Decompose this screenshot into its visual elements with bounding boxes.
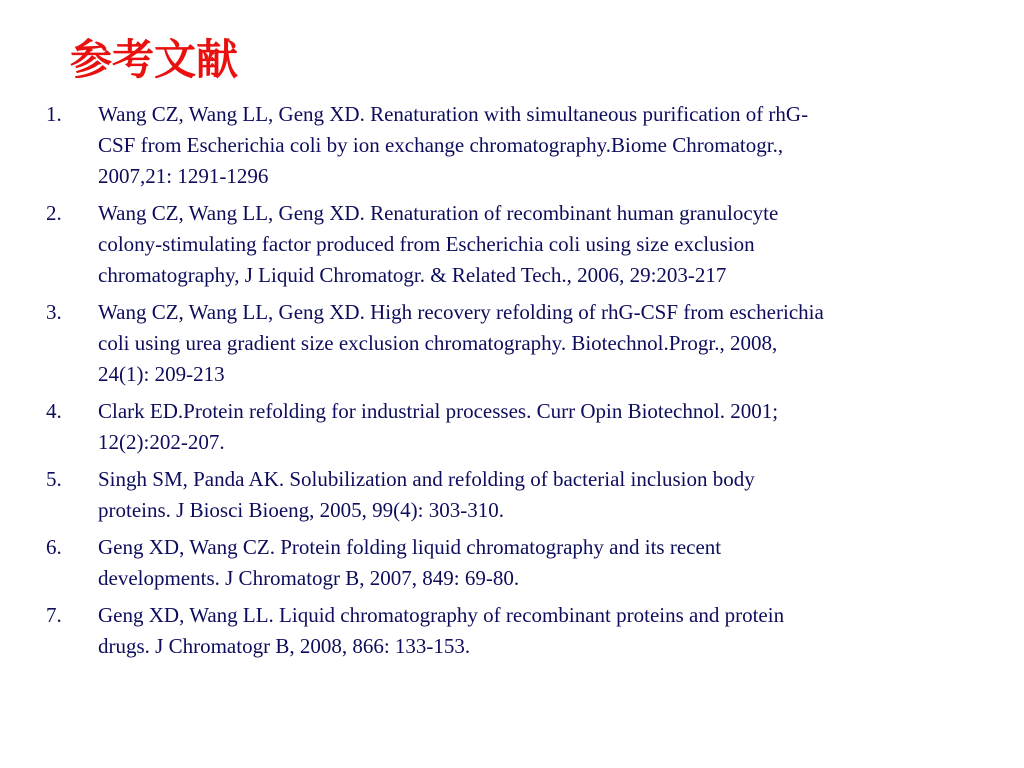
- reference-line: CSF from Escherichia coli by ion exchange chromatography.Biome Chromatogr.,: [98, 133, 784, 157]
- page-title: 参考文献: [70, 35, 239, 84]
- reference-number: 2.: [46, 201, 62, 225]
- reference-item: [46, 297, 996, 390]
- reference-item: [46, 198, 996, 291]
- reference-number: 6.: [46, 535, 62, 559]
- reference-number: 4.: [46, 399, 62, 423]
- reference-text: [98, 464, 996, 526]
- reference-line: Wang CZ, Wang LL, Geng XD. Renaturation with simultaneous purification of rhG-: [98, 102, 809, 126]
- reference-line: Wang CZ, Wang LL, Geng XD. Renaturation of recombinant human granulocyte: [98, 201, 779, 225]
- reference-line: 24(1): 209-213: [98, 362, 225, 386]
- reference-number: 5.: [46, 467, 62, 491]
- reference-line: Wang CZ, Wang LL, Geng XD. High recovery refolding of rhG-CSF from escherichia: [98, 300, 824, 324]
- reference-line: colony-stimulating factor produced from Escherichia coli using size exclusion: [98, 232, 755, 256]
- reference-line: developments. J Chromatogr B, 2007, 849: 69-80.: [98, 566, 520, 590]
- reference-line: Singh SM, Panda AK. Solubilization and refolding of bacterial inclusion body: [98, 467, 755, 491]
- reference-line: Clark ED.Protein refolding for industrial processes. Curr Opin Biotechnol. 2001;: [98, 399, 779, 423]
- reference-item: [46, 532, 996, 594]
- reference-text: [98, 396, 996, 458]
- reference-number: 1.: [46, 102, 62, 126]
- reference-list: [46, 99, 996, 668]
- reference-line: 2007,21: 1291-1296: [98, 164, 269, 188]
- reference-item: [46, 464, 996, 526]
- reference-text: [98, 198, 996, 291]
- reference-number: 7.: [46, 603, 62, 627]
- reference-text: [98, 297, 996, 390]
- reference-item: [46, 600, 996, 662]
- reference-text: [98, 600, 996, 662]
- reference-text: [98, 99, 996, 192]
- reference-item: [46, 396, 996, 458]
- reference-line: proteins. J Biosci Bioeng, 2005, 99(4): 303-310.: [98, 498, 504, 522]
- reference-text: [98, 532, 996, 594]
- reference-line: coli using urea gradient size exclusion chromatography. Biotechnol.Progr., 2008,: [98, 331, 778, 355]
- reference-line: 12(2):202-207.: [98, 430, 225, 454]
- reference-line: chromatography, J Liquid Chromatogr. & Related Tech., 2006, 29:203-217: [98, 263, 727, 287]
- reference-line: Geng XD, Wang LL. Liquid chromatography of recombinant proteins and protein: [98, 603, 785, 627]
- reference-line: drugs. J Chromatogr B, 2008, 866: 133-153.: [98, 634, 471, 658]
- reference-number: 3.: [46, 300, 62, 324]
- reference-line: Geng XD, Wang CZ. Protein folding liquid chromatography and its recent: [98, 535, 722, 559]
- reference-item: [46, 99, 996, 192]
